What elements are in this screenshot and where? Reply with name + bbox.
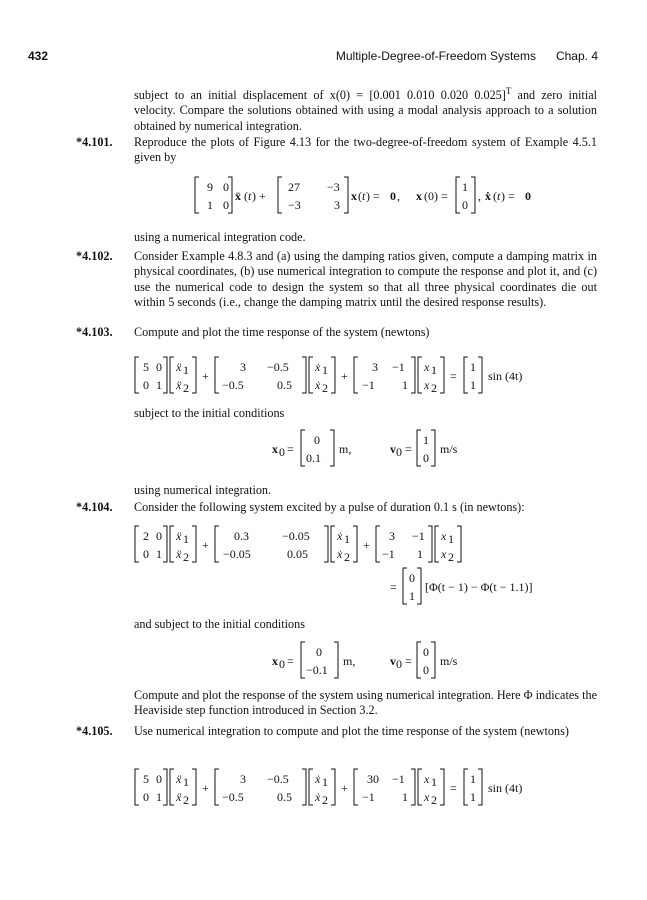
svg-text:2: 2: [448, 550, 454, 564]
problem-text: Compute and plot the time response of the system (newtons): [134, 325, 430, 339]
svg-text:ẍ: ẍ: [176, 772, 182, 786]
svg-text:ẋ: ẋ: [485, 189, 491, 203]
svg-text:0: 0: [143, 547, 149, 561]
problem-number: *4.105.: [76, 724, 113, 738]
svg-text:(0) =: (0) =: [424, 189, 448, 203]
svg-text:ẋ: ẋ: [337, 547, 343, 561]
problem-4-103-after: subject to the initial conditions: [134, 406, 285, 420]
svg-text:=: =: [450, 781, 457, 795]
svg-text:x: x: [416, 189, 422, 203]
svg-text:1: 1: [448, 532, 454, 546]
svg-text:1: 1: [470, 378, 476, 392]
svg-text:x: x: [272, 654, 278, 668]
problem-text: Reproduce the plots of Figure 4.13 for the two-degree-of-freedom system of Example 4.5.1 given by: [134, 135, 597, 165]
mass-matrix: [195, 177, 232, 213]
svg-text:(: (: [358, 189, 362, 203]
svg-text:2: 2: [344, 550, 350, 564]
svg-text:2: 2: [183, 550, 189, 564]
svg-text:0.1: 0.1: [306, 451, 321, 465]
problem-text: Consider Example 4.8.3 and (a) using the damping ratios given, compute a damping matrix in physical coordinates, (b) use numerical integration to compute the response and plot it, and (c) use the numerical code to design the system so that all three physical coordinates die out within 5 seconds (i.e., change the damping matrix until the desired response results).: [134, 249, 597, 309]
transpose-mark: T: [505, 86, 512, 96]
svg-text:=: =: [390, 580, 397, 594]
svg-text:0: 0: [390, 189, 396, 203]
svg-text:+: +: [202, 538, 209, 552]
svg-text:) =: ) =: [501, 189, 515, 203]
svg-text:[Φ(t − 1) − Φ(t − 1.1)]: [Φ(t − 1) − Φ(t − 1.1)]: [425, 580, 533, 594]
svg-text:ẍ: ẍ: [235, 189, 241, 203]
svg-text:30: 30: [367, 772, 379, 786]
svg-text:,: ,: [397, 189, 400, 203]
svg-text:0: 0: [143, 790, 149, 804]
svg-text:0: 0: [316, 645, 322, 659]
svg-text:1: 1: [322, 775, 328, 789]
svg-text:3: 3: [389, 529, 395, 543]
svg-text:−1: −1: [392, 772, 405, 786]
svg-text:3: 3: [372, 360, 378, 374]
equation-4-103: [134, 355, 554, 397]
svg-text:−0.5: −0.5: [222, 378, 244, 392]
svg-text:0: 0: [314, 433, 320, 447]
svg-text:−1: −1: [362, 378, 375, 392]
svg-text:t: t: [362, 189, 366, 203]
svg-text:ẋ: ẋ: [315, 772, 321, 786]
svg-text:m/s: m/s: [440, 654, 458, 668]
problem-number: *4.103.: [76, 325, 113, 339]
svg-text:=: =: [450, 369, 457, 383]
problem-4-101-after: using a numerical integration code.: [134, 230, 306, 244]
svg-text:1: 1: [462, 180, 468, 194]
svg-text:x: x: [424, 378, 430, 392]
svg-text:1: 1: [156, 547, 162, 561]
problem-number: *4.104.: [76, 500, 113, 514]
running-title: Multiple-Degree-of-Freedom Systems Chap. 4: [335, 49, 598, 63]
svg-text:−1: −1: [412, 529, 425, 543]
page-header: [28, 49, 598, 65]
initial-displacement-vector: [456, 177, 475, 213]
svg-text:1: 1: [183, 775, 189, 789]
svg-text:2: 2: [431, 381, 437, 395]
svg-text:−0.5: −0.5: [222, 790, 244, 804]
equation-4-104-rhs: [386, 566, 586, 608]
svg-text:5: 5: [143, 360, 149, 374]
svg-text:m/s: m/s: [440, 442, 458, 456]
svg-text:0: 0: [223, 198, 229, 212]
svg-text:(: (: [244, 189, 248, 203]
svg-text:1: 1: [470, 360, 476, 374]
svg-text:−3: −3: [288, 198, 301, 212]
svg-text:9: 9: [207, 180, 213, 194]
svg-text:2: 2: [143, 529, 149, 543]
svg-text:0: 0: [279, 445, 285, 459]
svg-text:0: 0: [143, 378, 149, 392]
svg-text:0: 0: [396, 657, 402, 671]
problem-text: Use numerical integration to compute and plot the time response of the system (newtons): [134, 724, 569, 738]
problem-number: *4.102.: [76, 249, 113, 263]
svg-text:x: x: [441, 529, 447, 543]
svg-text:0: 0: [279, 657, 285, 671]
intro-text: subject to an initial displacement of x(0) = [0.001 0.010 0.020 0.025]: [134, 88, 506, 103]
svg-text:0: 0: [156, 772, 162, 786]
svg-text:=: =: [287, 654, 294, 668]
svg-text:2: 2: [322, 381, 328, 395]
svg-text:1: 1: [322, 363, 328, 377]
svg-text:0: 0: [423, 645, 429, 659]
svg-text:0.05: 0.05: [287, 547, 308, 561]
svg-text:ẋ: ẋ: [315, 378, 321, 392]
svg-text:2: 2: [431, 793, 437, 807]
intro-text-end: and zero initial velocity. Compare the solutions obtained with using a modal analysis approach to a solution obtained by numerical integration.: [134, 88, 597, 133]
svg-text:1: 1: [402, 378, 408, 392]
svg-text:v: v: [390, 654, 396, 668]
svg-text:x: x: [424, 360, 430, 374]
svg-text:1: 1: [183, 363, 189, 377]
svg-text:,: ,: [478, 189, 481, 203]
svg-text:−0.5: −0.5: [267, 360, 289, 374]
svg-text:0.3: 0.3: [234, 529, 249, 543]
svg-text:) +: ) +: [252, 189, 266, 203]
svg-text:ẍ: ẍ: [176, 378, 182, 392]
svg-text:1: 1: [156, 790, 162, 804]
svg-text:3: 3: [240, 360, 246, 374]
stiffness-matrix: [278, 177, 348, 213]
svg-text:=: =: [405, 442, 412, 456]
initial-conditions-4-103: [268, 428, 488, 470]
equation-4-105: [134, 767, 554, 809]
svg-text:−1: −1: [382, 547, 395, 561]
svg-text:1: 1: [207, 198, 213, 212]
problem-4-104-after: and subject to the initial conditions: [134, 617, 305, 631]
svg-text:5: 5: [143, 772, 149, 786]
svg-text:ẍ: ẍ: [176, 360, 182, 374]
svg-text:+: +: [202, 369, 209, 383]
svg-text:1: 1: [344, 532, 350, 546]
equation-4-104: [134, 524, 554, 566]
svg-text:−0.5: −0.5: [267, 772, 289, 786]
svg-text:−0.05: −0.05: [223, 547, 251, 561]
svg-text:0: 0: [462, 198, 468, 212]
svg-text:ẍ: ẍ: [176, 547, 182, 561]
svg-text:1: 1: [470, 790, 476, 804]
svg-text:) =: ) =: [366, 189, 380, 203]
problem-4-103-after2: using numerical integration.: [134, 483, 272, 497]
svg-text:0: 0: [423, 663, 429, 677]
svg-text:ẍ: ẍ: [176, 790, 182, 804]
svg-text:0: 0: [423, 451, 429, 465]
svg-text:t: t: [248, 189, 252, 203]
svg-text:1: 1: [470, 772, 476, 786]
svg-text:−3: −3: [327, 180, 340, 194]
svg-text:0: 0: [156, 360, 162, 374]
svg-text:ẍ: ẍ: [176, 529, 182, 543]
svg-text:+: +: [202, 781, 209, 795]
svg-text:−0.05: −0.05: [282, 529, 310, 543]
svg-text:2: 2: [322, 793, 328, 807]
svg-text:2: 2: [183, 381, 189, 395]
initial-conditions-4-104: [268, 640, 488, 682]
svg-text:(: (: [493, 189, 497, 203]
svg-text:1: 1: [417, 547, 423, 561]
svg-text:1: 1: [409, 589, 415, 603]
svg-text:v: v: [390, 442, 396, 456]
svg-text:−1: −1: [362, 790, 375, 804]
svg-text:1: 1: [431, 363, 437, 377]
svg-text:x: x: [351, 189, 357, 203]
svg-text:+: +: [363, 538, 370, 552]
svg-text:sin (4t): sin (4t): [488, 369, 523, 383]
svg-text:m,: m,: [343, 654, 356, 668]
svg-text:0.5: 0.5: [277, 790, 292, 804]
equation-4-101: [194, 175, 554, 217]
svg-text:x: x: [424, 772, 430, 786]
svg-text:ẋ: ẋ: [315, 360, 321, 374]
svg-text:1: 1: [431, 775, 437, 789]
svg-text:1: 1: [156, 378, 162, 392]
intro-paragraph: [134, 84, 597, 134]
svg-text:m,: m,: [339, 442, 352, 456]
svg-text:−1: −1: [392, 360, 405, 374]
page-number: 432: [28, 49, 49, 63]
svg-text:0: 0: [223, 180, 229, 194]
svg-text:0: 0: [409, 571, 415, 585]
svg-text:1: 1: [183, 532, 189, 546]
svg-text:sin (4t): sin (4t): [488, 781, 523, 795]
svg-text:−0.1: −0.1: [306, 663, 328, 677]
svg-text:0: 0: [525, 189, 531, 203]
svg-text:0.5: 0.5: [277, 378, 292, 392]
svg-text:x: x: [272, 442, 278, 456]
svg-text:x: x: [441, 547, 447, 561]
problem-number: *4.101.: [76, 135, 113, 149]
svg-text:x: x: [424, 790, 430, 804]
problem-text: Consider the following system excited by a pulse of duration 0.1 s (in newtons):: [134, 500, 525, 514]
svg-text:ẋ: ẋ: [315, 790, 321, 804]
svg-text:3: 3: [334, 198, 340, 212]
svg-text:=: =: [287, 442, 294, 456]
svg-text:3: 3: [240, 772, 246, 786]
svg-text:t: t: [497, 189, 501, 203]
problem-4-104-after2: Compute and plot the response of the system using numerical integration. Here Φ indicates the Heaviside step function introduced in Section 3.2.: [134, 688, 597, 718]
svg-text:+: +: [341, 781, 348, 795]
svg-text:27: 27: [288, 180, 300, 194]
svg-text:ẋ: ẋ: [337, 529, 343, 543]
svg-text:0: 0: [156, 529, 162, 543]
svg-text:=: =: [405, 654, 412, 668]
svg-text:1: 1: [402, 790, 408, 804]
svg-text:2: 2: [183, 793, 189, 807]
svg-text:0: 0: [396, 445, 402, 459]
svg-text:1: 1: [423, 433, 429, 447]
svg-text:+: +: [341, 369, 348, 383]
